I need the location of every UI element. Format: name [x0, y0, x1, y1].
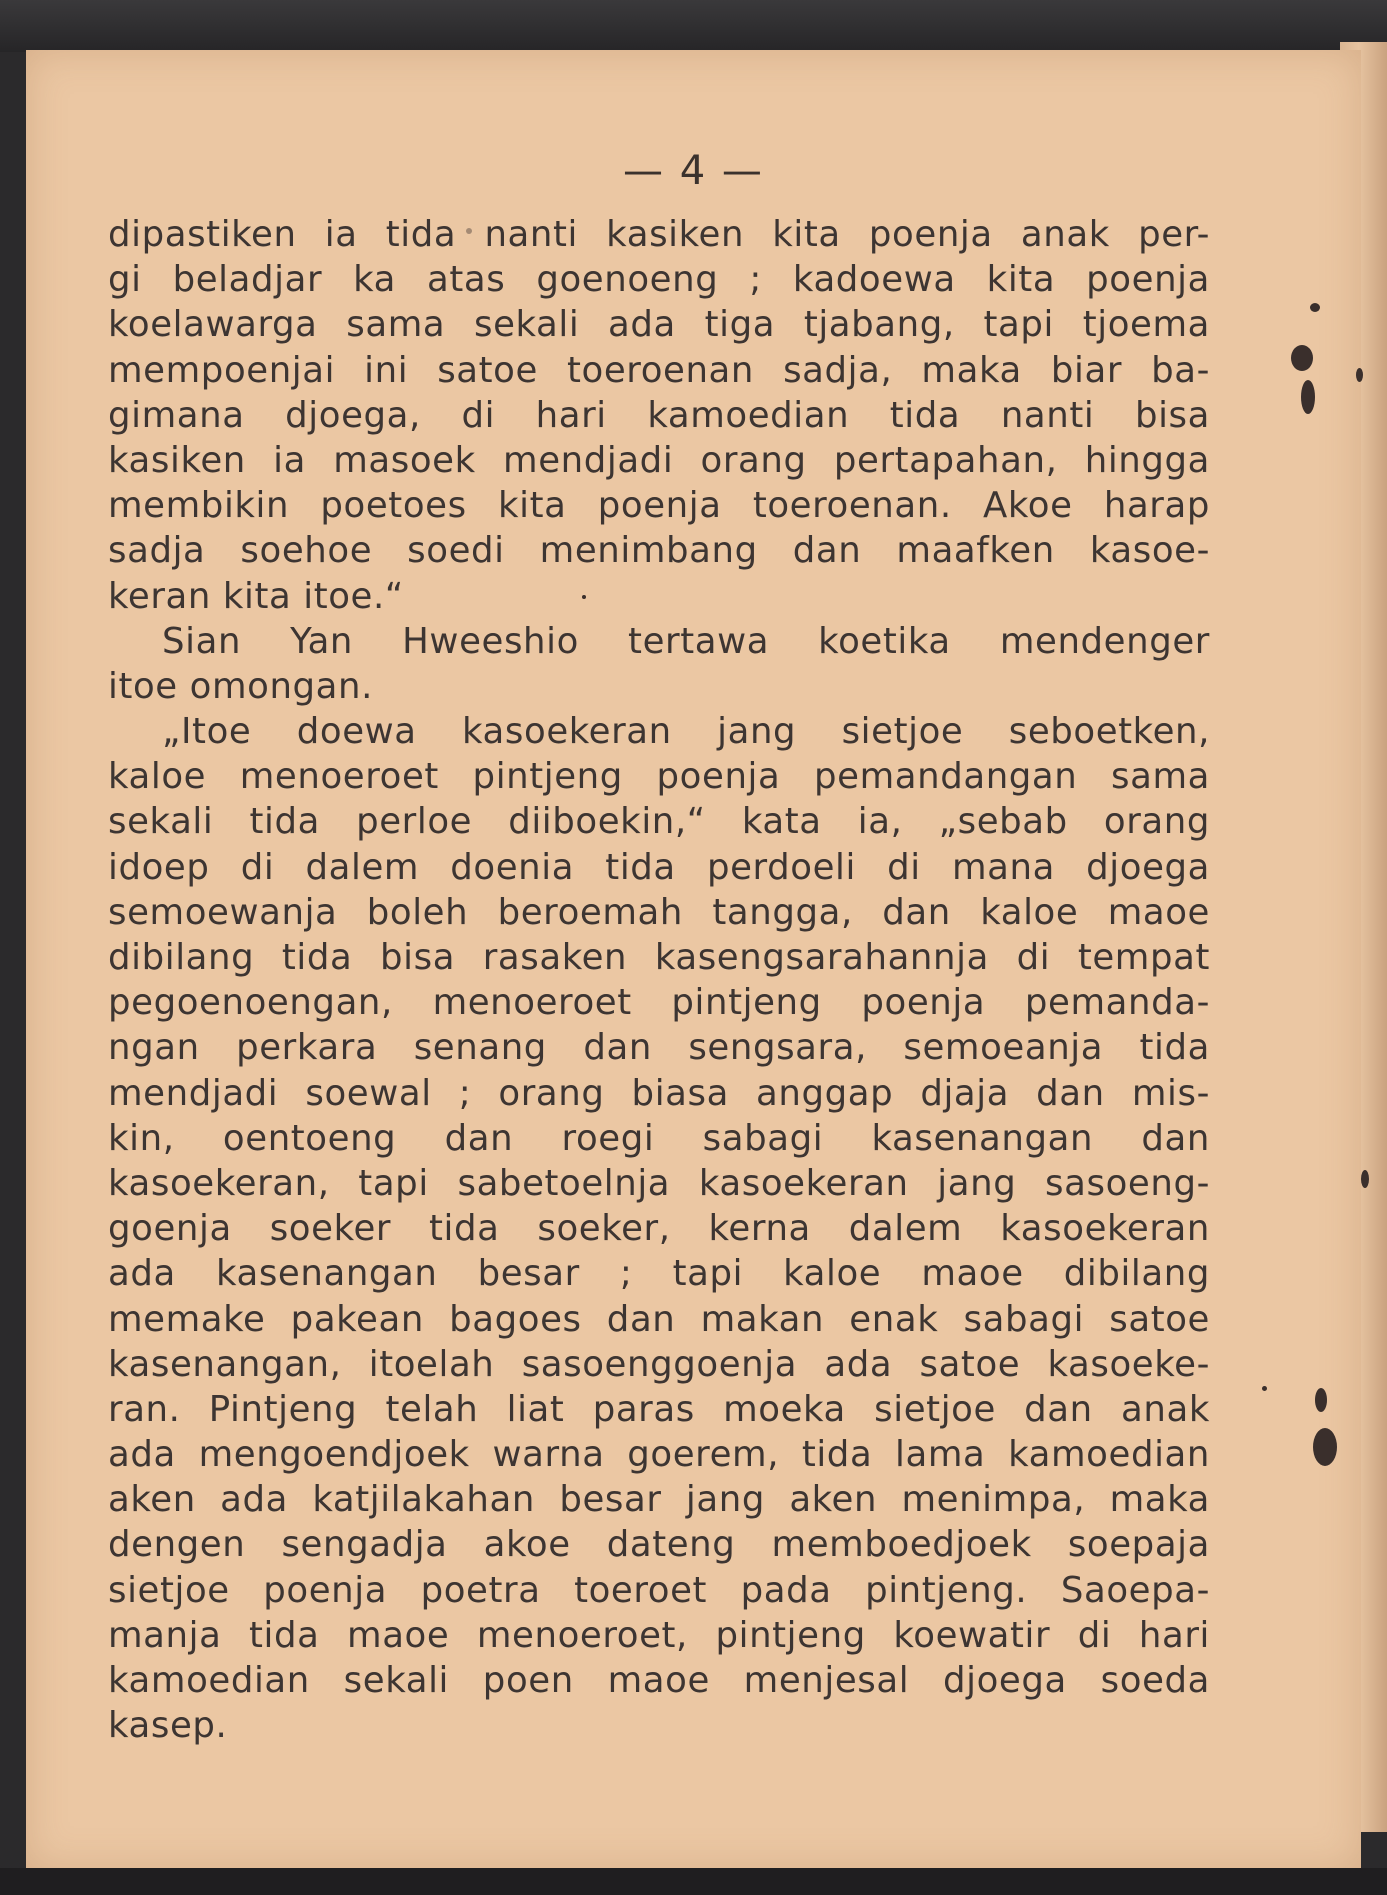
text-line: gi beladjar ka atas goenoeng ; kadoewa kita poenja [108, 259, 1210, 301]
ink-speck [1315, 1388, 1327, 1412]
text-line: goenja soeker tida soeker, kerna dalem kasoekeran [108, 1208, 1210, 1250]
text-line: koelawarga sama sekali ada tiga tjabang, tapi tjoema [108, 304, 1210, 346]
text-line: kasoekeran, tapi sabetoelnja kasoekeran jang sasoeng- [108, 1162, 1210, 1204]
page-number: — 4 — [623, 148, 764, 194]
text-line: gimana djoega, di hari kamoedian tida nanti bisa [108, 394, 1210, 436]
text-line: ngan perkara senang dan sengsara, semoeanja tida [108, 1027, 1210, 1069]
text-line: ada mengoendjoek warna goerem, tida lama kamoedian [108, 1434, 1210, 1476]
scanner-background-top [0, 0, 1387, 52]
ink-speck [1291, 345, 1313, 371]
text-line: memake pakean bagoes dan makan enak sabagi satoe [108, 1298, 1210, 1340]
text-line: kin, oentoeng dan roegi sabagi kasenangan dan [108, 1117, 1210, 1159]
book-page [26, 50, 1361, 1870]
text-line: kasiken ia masoek mendjadi orang pertapahan, hingga [108, 439, 1210, 481]
text-line: Sian Yan Hweeshio tertawa koetika mendenger [162, 620, 1210, 662]
body-text [108, 212, 1210, 1748]
text-line: membikin poetoes kita poenja toeroenan. Akoe harap [108, 485, 1210, 527]
ink-speck [1262, 1386, 1267, 1391]
paragraph [108, 212, 1210, 619]
text-line: semoewanja boleh beroemah tangga, dan kaloe maoe [108, 891, 1210, 933]
text-line: ada kasenangan besar ; tapi kaloe maoe dibilang [108, 1253, 1210, 1295]
text-line: sekali tida perloe diiboekin,“ kata ia, „sebab orang [108, 801, 1210, 843]
scanner-background-bottom [0, 1868, 1387, 1895]
paragraph [108, 709, 1210, 1748]
text-line: mempoenjai ini satoe toeroenan sadja, maka biar ba- [108, 349, 1210, 391]
text-line: keran kita itoe.“ [108, 575, 404, 617]
ink-speck [466, 228, 472, 234]
ink-speck [582, 595, 586, 599]
text-line: sadja soehoe soedi menimbang dan maafken kasoe- [108, 530, 1210, 572]
text-line: dengen sengadja akoe dateng memboedjoek soepaja [108, 1524, 1210, 1566]
text-line: aken ada katjilakahan besar jang aken menimpa, maka [108, 1479, 1210, 1521]
text-line: manja tida maoe menoeroet, pintjeng koewatir di hari [108, 1614, 1210, 1656]
text-line: idoep di dalem doenia tida perdoeli di mana djoega [108, 846, 1210, 888]
text-line: ran. Pintjeng telah liat paras moeka sietjoe dan anak [108, 1388, 1210, 1430]
text-line: dibilang tida bisa rasaken kasengsarahannja di tempat [108, 937, 1210, 978]
ink-speck [1313, 1428, 1337, 1466]
text-line: pegoenoengan, menoeroet pintjeng poenja pemanda- [108, 982, 1210, 1024]
text-line: kaloe menoeroet pintjeng poenja pemandangan sama [108, 756, 1210, 798]
ink-speck [1301, 380, 1315, 414]
paragraph [108, 619, 1210, 709]
text-line: „Itoe doewa kasoekeran jang sietjoe seboetken, [162, 711, 1210, 753]
ink-speck [1361, 1170, 1369, 1188]
text-line: dipastiken ia tida nanti kasiken kita poenja anak per- [108, 214, 1210, 255]
text-line: itoe omongan. [108, 665, 374, 707]
text-line: sietjoe poenja poetra toeroet pada pintjeng. Saoepa- [108, 1569, 1210, 1611]
ink-speck [1310, 303, 1320, 312]
text-line: kamoedian sekali poen maoe menjesal djoega soeda [108, 1660, 1210, 1701]
text-line: kasenangan, itoelah sasoenggoenja ada satoe kasoeke- [108, 1343, 1210, 1385]
text-line: kasep. [108, 1705, 228, 1747]
ink-speck [1356, 368, 1363, 382]
text-line: mendjadi soewal ; orang biasa anggap djaja dan mis- [108, 1072, 1210, 1114]
